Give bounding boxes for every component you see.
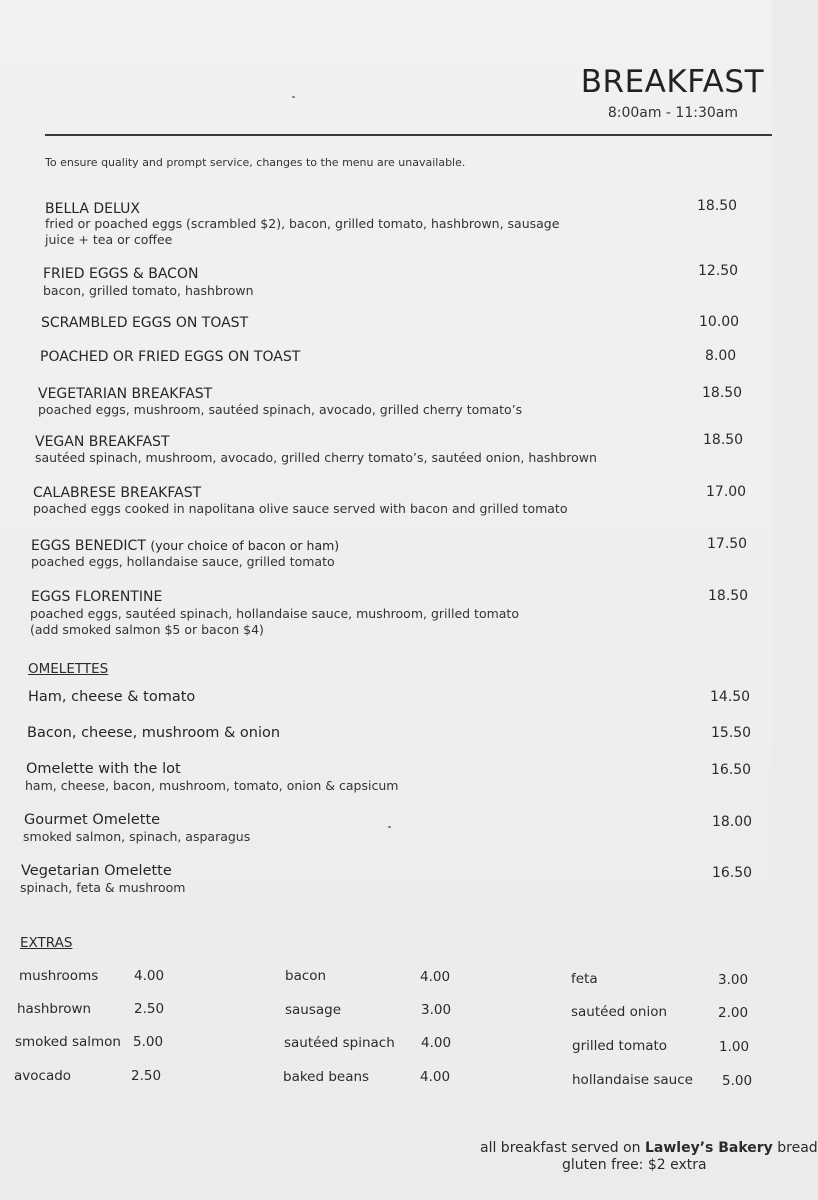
extra-price: 2.00: [718, 1005, 749, 1021]
item-price: 17.00: [706, 484, 747, 500]
extra-name: baked beans: [283, 1069, 370, 1085]
item-desc: fried or poached eggs (scrambled $2), bacon, grilled tomato, hashbrown, sausage: [45, 216, 560, 231]
omelette-desc: ham, cheese, bacon, mushroom, tomato, onion & capsicum: [25, 778, 399, 793]
item-name: FRIED EGGS & BACON: [43, 266, 199, 282]
item-price: 8.00: [705, 348, 737, 364]
extra-name: sautéed spinach: [284, 1035, 395, 1051]
extra-name: hollandaise sauce: [572, 1072, 693, 1088]
item-name: SCRAMBLED EGGS ON TOAST: [41, 315, 249, 331]
extra-price: 2.50: [131, 1068, 162, 1084]
extra-price: 3.00: [718, 972, 749, 988]
item-desc: juice + tea or coffee: [45, 232, 173, 247]
omelette-price: 15.50: [711, 725, 752, 741]
item-price: 10.00: [699, 314, 740, 330]
extra-price: 4.00: [134, 968, 165, 984]
omelette-desc: smoked salmon, spinach, asparagus: [23, 829, 251, 844]
omelettes-heading: OMELETTES: [28, 661, 109, 677]
item-desc: poached eggs, sautéed spinach, hollandaise sauce, mushroom, grilled tomato: [30, 606, 519, 621]
gluten-free-note: gluten free: $2 extra: [562, 1157, 707, 1173]
extra-price: 2.50: [134, 1001, 165, 1017]
item-price: 18.50: [708, 588, 749, 604]
item-name: VEGETARIAN BREAKFAST: [38, 386, 213, 402]
extra-name: hashbrown: [17, 1001, 92, 1017]
omelette-name: Gourmet Omelette: [24, 812, 161, 828]
extra-price: 4.00: [420, 1069, 451, 1085]
item-desc: bacon, grilled tomato, hashbrown: [43, 283, 254, 298]
omelette-price: 16.50: [712, 865, 753, 881]
menu-notice: To ensure quality and prompt service, changes to the menu are unavailable.: [45, 156, 466, 169]
extra-name: bacon: [285, 968, 327, 984]
item-price: 18.50: [697, 198, 738, 214]
item-price: 18.50: [702, 385, 743, 401]
bread-note: all breakfast served on Lawley’s Bakery bread: [480, 1140, 818, 1156]
item-name: EGGS BENEDICT (your choice of bacon or ham): [31, 538, 340, 554]
item-name: POACHED OR FRIED EGGS ON TOAST: [40, 349, 301, 365]
extra-name: smoked salmon: [15, 1034, 121, 1050]
omelette-desc: spinach, feta & mushroom: [20, 880, 186, 895]
item-desc: sautéed spinach, mushroom, avocado, grilled cherry tomato’s, sautéed onion, hashbrown: [35, 450, 597, 465]
extra-name: sausage: [285, 1002, 342, 1018]
omelette-price: 16.50: [711, 762, 752, 778]
service-hours: 8:00am - 11:30am: [607, 105, 738, 121]
item-desc: poached eggs, mushroom, sautéed spinach, avocado, grilled cherry tomato’s: [38, 402, 523, 417]
extra-price: 5.00: [133, 1034, 164, 1050]
extra-name: grilled tomato: [572, 1038, 668, 1054]
extra-price: 5.00: [722, 1073, 753, 1089]
extra-price: 3.00: [421, 1002, 452, 1018]
omelette-price: 14.50: [710, 689, 751, 705]
item-name: EGGS FLORENTINE: [31, 589, 163, 605]
omelette-name: Vegetarian Omelette: [21, 863, 172, 879]
item-price: 18.50: [703, 432, 744, 448]
header-divider: [45, 134, 772, 136]
item-desc: poached eggs cooked in napolitana olive sauce served with bacon and grilled tomato: [33, 501, 568, 516]
omelette-price: 18.00: [712, 814, 753, 830]
menu-title: BREAKFAST: [580, 64, 764, 100]
item-note: (your choice of bacon or ham): [150, 538, 340, 553]
extra-name: mushrooms: [19, 968, 99, 984]
extra-name: sautéed onion: [571, 1004, 668, 1020]
item-price: 12.50: [698, 263, 739, 279]
item-name: BELLA DELUX: [45, 201, 140, 217]
extra-price: 4.00: [421, 1035, 452, 1051]
omelette-name: Omelette with the lot: [26, 761, 181, 777]
item-name: VEGAN BREAKFAST: [35, 434, 170, 450]
item-price: 17.50: [707, 536, 748, 552]
extra-name: feta: [571, 971, 598, 987]
extra-price: 4.00: [420, 969, 451, 985]
omelette-name: Ham, cheese & tomato: [28, 689, 196, 705]
item-desc: (add smoked salmon $5 or bacon $4): [30, 622, 264, 637]
extras-heading: EXTRAS: [20, 935, 73, 951]
extra-price: 1.00: [719, 1039, 750, 1055]
extra-name: avocado: [14, 1068, 72, 1084]
item-desc: poached eggs, hollandaise sauce, grilled tomato: [31, 554, 335, 569]
item-name: CALABRESE BREAKFAST: [33, 485, 202, 501]
bakery-name: Lawley’s Bakery: [644, 1140, 773, 1156]
omelette-name: Bacon, cheese, mushroom & onion: [27, 725, 281, 741]
